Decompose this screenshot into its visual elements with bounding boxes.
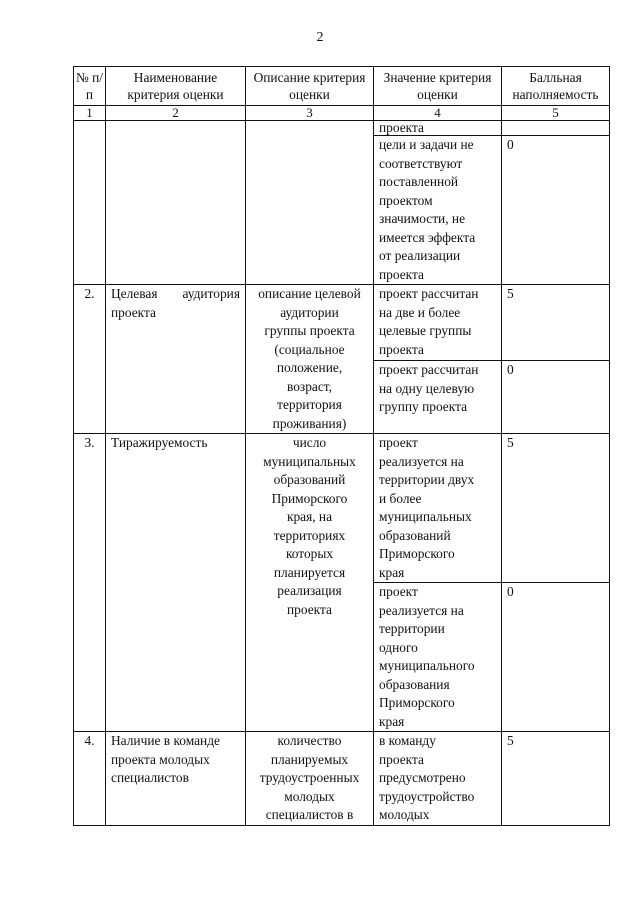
row-number: 3. xyxy=(74,434,106,732)
criterion-value: в команду проекта предусмотрено трудоустройство молодых xyxy=(374,732,502,826)
table-row xyxy=(74,121,610,136)
criteria-table xyxy=(73,66,610,826)
column-number: 3 xyxy=(246,106,374,121)
criterion-value: проект реализуется на территории двух и более муниципальных образований Приморского края xyxy=(374,434,502,583)
header-num: № п/ п xyxy=(74,67,106,106)
criterion-value: проект реализуется на территории одного муниципального образования Приморского края xyxy=(374,583,502,732)
score-cell: 5 xyxy=(502,434,610,583)
criterion-value: проект рассчитан на две и более целевые группы проекта xyxy=(374,285,502,361)
score-cell: 5 xyxy=(502,732,610,826)
column-number: 4 xyxy=(374,106,502,121)
criterion-value: цели и задачи не соответствуют поставленной проектом значимости, не имеется эффекта от реализации проекта xyxy=(374,136,502,285)
criterion-description: число муниципальных образований Приморского края, на территориях которых планируется реализация проекта xyxy=(246,434,374,732)
row-number: 4. xyxy=(74,732,106,826)
header-score: Балльная наполняемость xyxy=(502,67,610,106)
page-number: 2 xyxy=(316,30,324,45)
header-name: Наименование критерия оценки xyxy=(106,67,246,106)
column-number: 2 xyxy=(106,106,246,121)
table-row xyxy=(74,434,610,583)
score-cell: 0 xyxy=(502,136,610,285)
column-numbers-row xyxy=(74,106,610,121)
criterion-name: Тиражируемость xyxy=(106,434,246,732)
header-row xyxy=(74,67,610,106)
table-row xyxy=(74,285,610,361)
score-cell: 0 xyxy=(502,583,610,732)
criterion-description: количество планируемых трудоустроенных молодых специалистов в xyxy=(246,732,374,826)
row-number: 2. xyxy=(74,285,106,434)
header-description: Описание критерия оценки xyxy=(246,67,374,106)
column-number: 5 xyxy=(502,106,610,121)
table-row xyxy=(74,732,610,826)
criterion-description: описание целевой аудитории группы проекта (социальное положение, возраст, территория проживания) xyxy=(246,285,374,434)
criterion-name: Наличие в команде проекта молодых специалистов xyxy=(106,732,246,826)
header-value: Значение критерия оценки xyxy=(374,67,502,106)
row-number xyxy=(74,121,106,285)
criterion-name: Целевая аудитория проекта xyxy=(106,285,246,434)
criterion-description xyxy=(246,121,374,285)
criterion-name xyxy=(106,121,246,285)
column-number: 1 xyxy=(74,106,106,121)
score-cell: 0 xyxy=(502,361,610,434)
score-cell xyxy=(502,121,610,136)
criterion-value: проект рассчитан на одну целевую группу проекта xyxy=(374,361,502,434)
criterion-value: проекта xyxy=(374,121,502,136)
score-cell: 5 xyxy=(502,285,610,361)
